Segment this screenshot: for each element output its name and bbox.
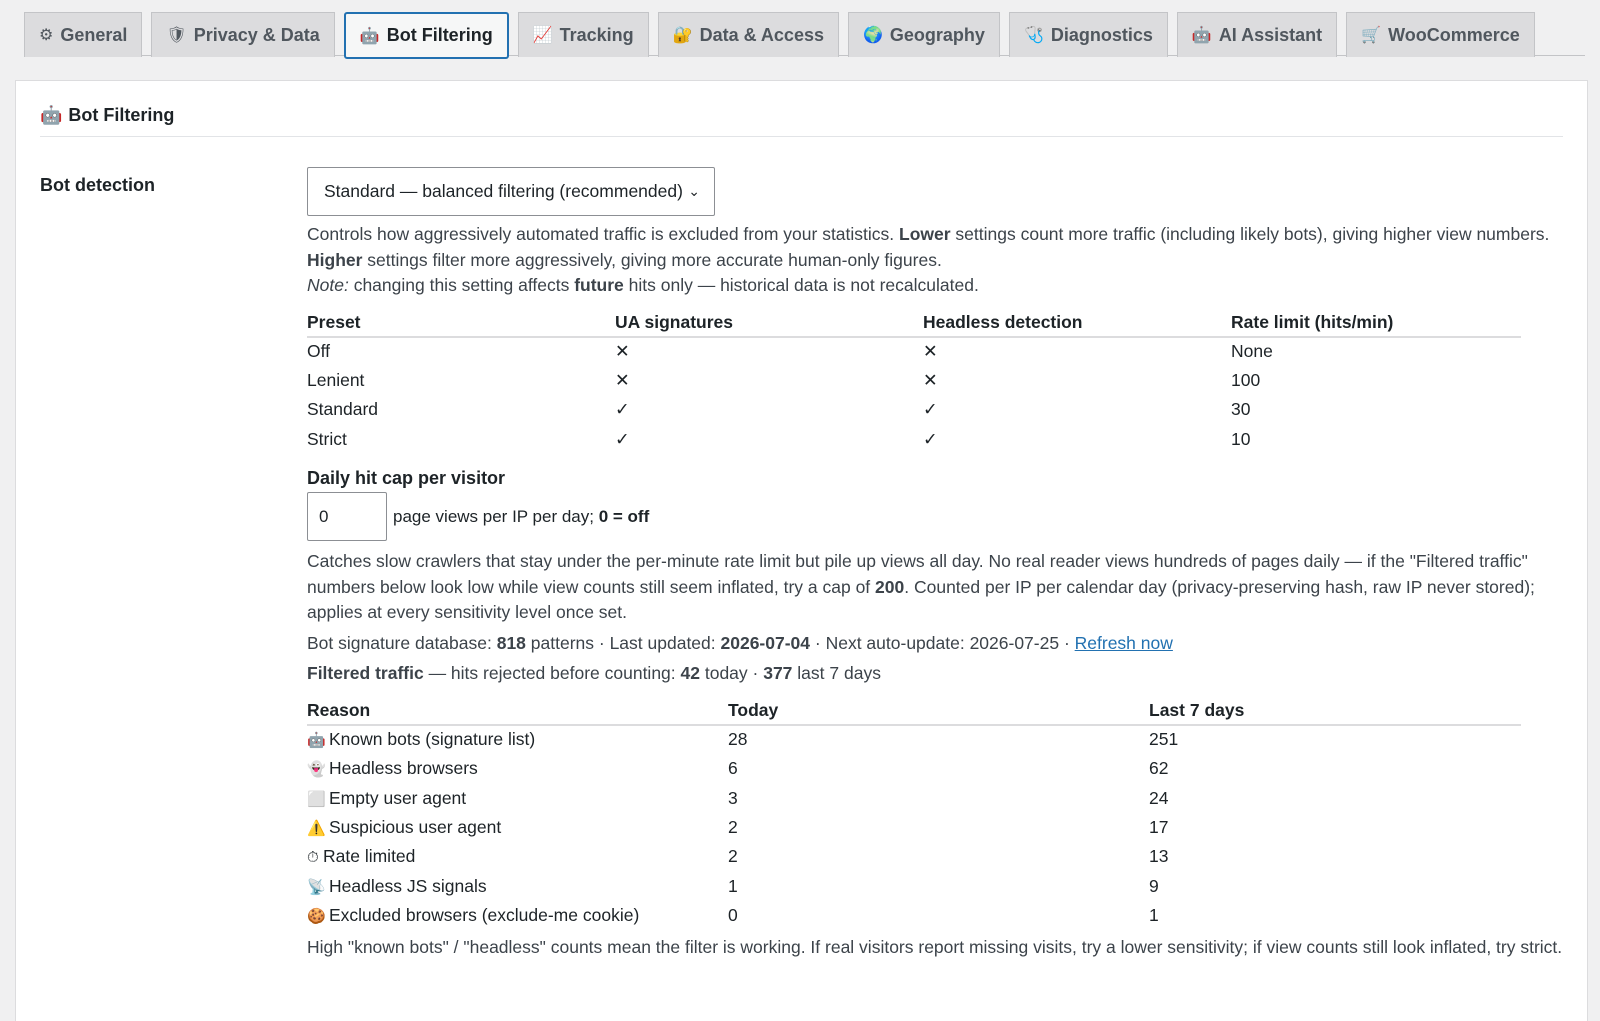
chevron-down-icon: ⌄ [688, 183, 700, 199]
column-header: Today [728, 697, 1149, 725]
filtered-reasons-table [307, 697, 1521, 931]
tab-label: Geography [889, 24, 985, 45]
check-icon: ✓ [923, 428, 938, 449]
table-row [307, 366, 1521, 395]
table-row [307, 901, 1521, 930]
column-header: Last 7 days [1149, 697, 1521, 725]
cross-icon: ✕ [923, 341, 938, 362]
tab-label: WooCommerce [1388, 24, 1520, 45]
check-icon: ✓ [615, 428, 630, 449]
today-count: 6 [728, 758, 738, 779]
tab-data-access[interactable] [658, 12, 839, 57]
robot-icon: 🤖 [40, 105, 63, 125]
refresh-now-link[interactable]: Refresh now [1074, 632, 1173, 653]
tab-label: Data & Access [699, 24, 824, 45]
preset-name: Strict [307, 428, 347, 449]
chart-up-icon: 📈 [532, 27, 553, 44]
rate-limit-value: 10 [1231, 428, 1251, 449]
table-row [307, 813, 1521, 842]
rate-limit-value: 100 [1231, 370, 1261, 391]
reason-label: Rate limited [323, 846, 416, 867]
shield-icon: 🛡 [166, 27, 187, 44]
daily-cap-suffix: page views per IP per day; 0 = off [393, 506, 650, 526]
daily-cap-help: Catches slow crawlers that stay under the per-minute rate limit but pile up views all day. No real reader views hundreds of pages daily — if the "Filtered traffic" numbers below look low while view counts still seem inflated, try a cap of 200. Counted per IP per calendar day (privacy-preserving hash, raw IP never stored); applies at every sensitivity level once set. [307, 551, 1535, 623]
robot-icon: 🤖 [307, 732, 326, 750]
cross-icon: ✕ [615, 341, 630, 362]
column-header: Preset [307, 309, 615, 337]
column-header: UA signatures [615, 309, 923, 337]
preset-table [307, 309, 1521, 455]
cross-icon: ✕ [615, 370, 630, 391]
reason-label: Known bots (signature list) [329, 729, 536, 750]
select-value: Standard — balanced filtering (recommended) [324, 181, 683, 201]
today-count: 2 [728, 846, 738, 867]
today-count: 28 [728, 729, 748, 750]
table-row [307, 395, 1521, 424]
tab-ai-assistant[interactable] [1177, 12, 1337, 57]
rate-limit-value: 30 [1231, 399, 1251, 420]
stethoscope-icon: 🩺 [1023, 27, 1044, 44]
reason-label: Suspicious user agent [329, 816, 502, 837]
robot-icon: 🤖 [359, 27, 380, 45]
rate-limit-value: None [1231, 341, 1273, 362]
tab-privacy-data[interactable] [151, 12, 334, 57]
blank-square-icon: ⬜ [307, 790, 326, 808]
warning-icon: ⚠️ [307, 819, 326, 837]
panel-title [40, 105, 1563, 137]
ghost-icon: 👻 [307, 761, 326, 779]
reason-label: Empty user agent [329, 787, 467, 808]
preset-name: Standard [307, 399, 379, 420]
cart-icon: 🛒 [1361, 27, 1382, 44]
table-row [307, 337, 1521, 366]
tab-label: General [60, 24, 128, 45]
cookie-icon: 🍪 [307, 908, 326, 926]
bot-detection-content [307, 167, 1567, 961]
reason-label: Headless browsers [329, 758, 478, 779]
tab-label: Privacy & Data [193, 24, 320, 45]
daily-cap-label: Daily hit cap per visitor [307, 468, 506, 489]
tab-woocommerce[interactable] [1346, 12, 1535, 57]
satellite-icon: 📡 [307, 878, 326, 896]
week-count: 62 [1149, 758, 1169, 779]
week-count: 251 [1149, 729, 1179, 750]
preset-table-header [307, 309, 1521, 337]
week-count: 1 [1149, 905, 1159, 926]
panel-title-text: Bot Filtering [68, 105, 175, 125]
week-count: 17 [1149, 816, 1169, 837]
tab-bot-filtering[interactable] [344, 12, 509, 59]
table-row [307, 425, 1521, 454]
bot-filtering-panel [15, 80, 1588, 1021]
robot-icon: 🤖 [1191, 27, 1212, 44]
column-header: Reason [307, 697, 728, 725]
today-count: 1 [728, 875, 738, 896]
table-row [307, 783, 1521, 812]
filtered-traffic-summary: Filtered traffic — hits rejected before counting: 42 today · 377 last 7 days [307, 663, 881, 684]
preset-name: Lenient [307, 370, 365, 391]
bot-detection-label: Bot detection [40, 175, 155, 195]
column-header: Rate limit (hits/min) [1231, 309, 1521, 337]
bot-detection-select[interactable] [307, 167, 715, 216]
check-icon: ✓ [615, 399, 630, 420]
tab-label: Tracking [559, 24, 634, 45]
today-count: 0 [728, 905, 738, 926]
reason-label: Headless JS signals [329, 875, 487, 896]
filter-help-note: High "known bots" / "headless" counts mean the filter is working. If real visitors report missing visits, try a lower sensitivity; if view counts still look inflated, try strict. [307, 937, 1563, 958]
tab-tracking[interactable] [518, 12, 649, 57]
signature-db-status: Bot signature database: 818 patterns · Last updated: 2026-07-04 · Next auto-update: 2026-07-25 · Refresh now [307, 632, 1173, 653]
daily-cap-row [307, 492, 1567, 541]
week-count: 24 [1149, 787, 1169, 808]
week-count: 13 [1149, 846, 1169, 867]
settings-tabs [24, 12, 1585, 56]
column-header: Headless detection [923, 309, 1231, 337]
table-row [307, 725, 1521, 754]
globe-icon: 🌍 [862, 27, 883, 44]
tab-geography[interactable] [848, 12, 1000, 57]
tab-general[interactable] [24, 12, 142, 57]
cross-icon: ✕ [923, 370, 938, 391]
tab-label: AI Assistant [1218, 24, 1323, 45]
tab-label: Diagnostics [1050, 24, 1153, 45]
preset-name: Off [307, 341, 331, 362]
today-count: 2 [728, 816, 738, 837]
stopwatch-icon: ⏱ [307, 849, 319, 867]
today-count: 3 [728, 787, 738, 808]
tab-diagnostics[interactable] [1009, 12, 1168, 57]
tab-label: Bot Filtering [386, 25, 493, 45]
week-count: 9 [1149, 875, 1159, 896]
check-icon: ✓ [923, 399, 938, 420]
lock-key-icon: 🔐 [672, 27, 693, 44]
daily-cap-input[interactable] [307, 492, 387, 541]
table-row [307, 872, 1521, 901]
table-row [307, 842, 1521, 871]
gear-icon: ⚙ [39, 27, 54, 44]
table-row [307, 754, 1521, 783]
bot-detection-description: Controls how aggressively automated traffic is excluded from your statistics. Lower settings count more traffic (including likely bots), giving higher view numbers. Higher settings filter more aggressively, giving more accurate human-only figures. Note: changing this setting affects future hits only — historical data is not recalculated. [307, 224, 1550, 295]
reason-table-header [307, 697, 1521, 725]
reason-label: Excluded browsers (exclude-me cookie) [329, 905, 640, 926]
